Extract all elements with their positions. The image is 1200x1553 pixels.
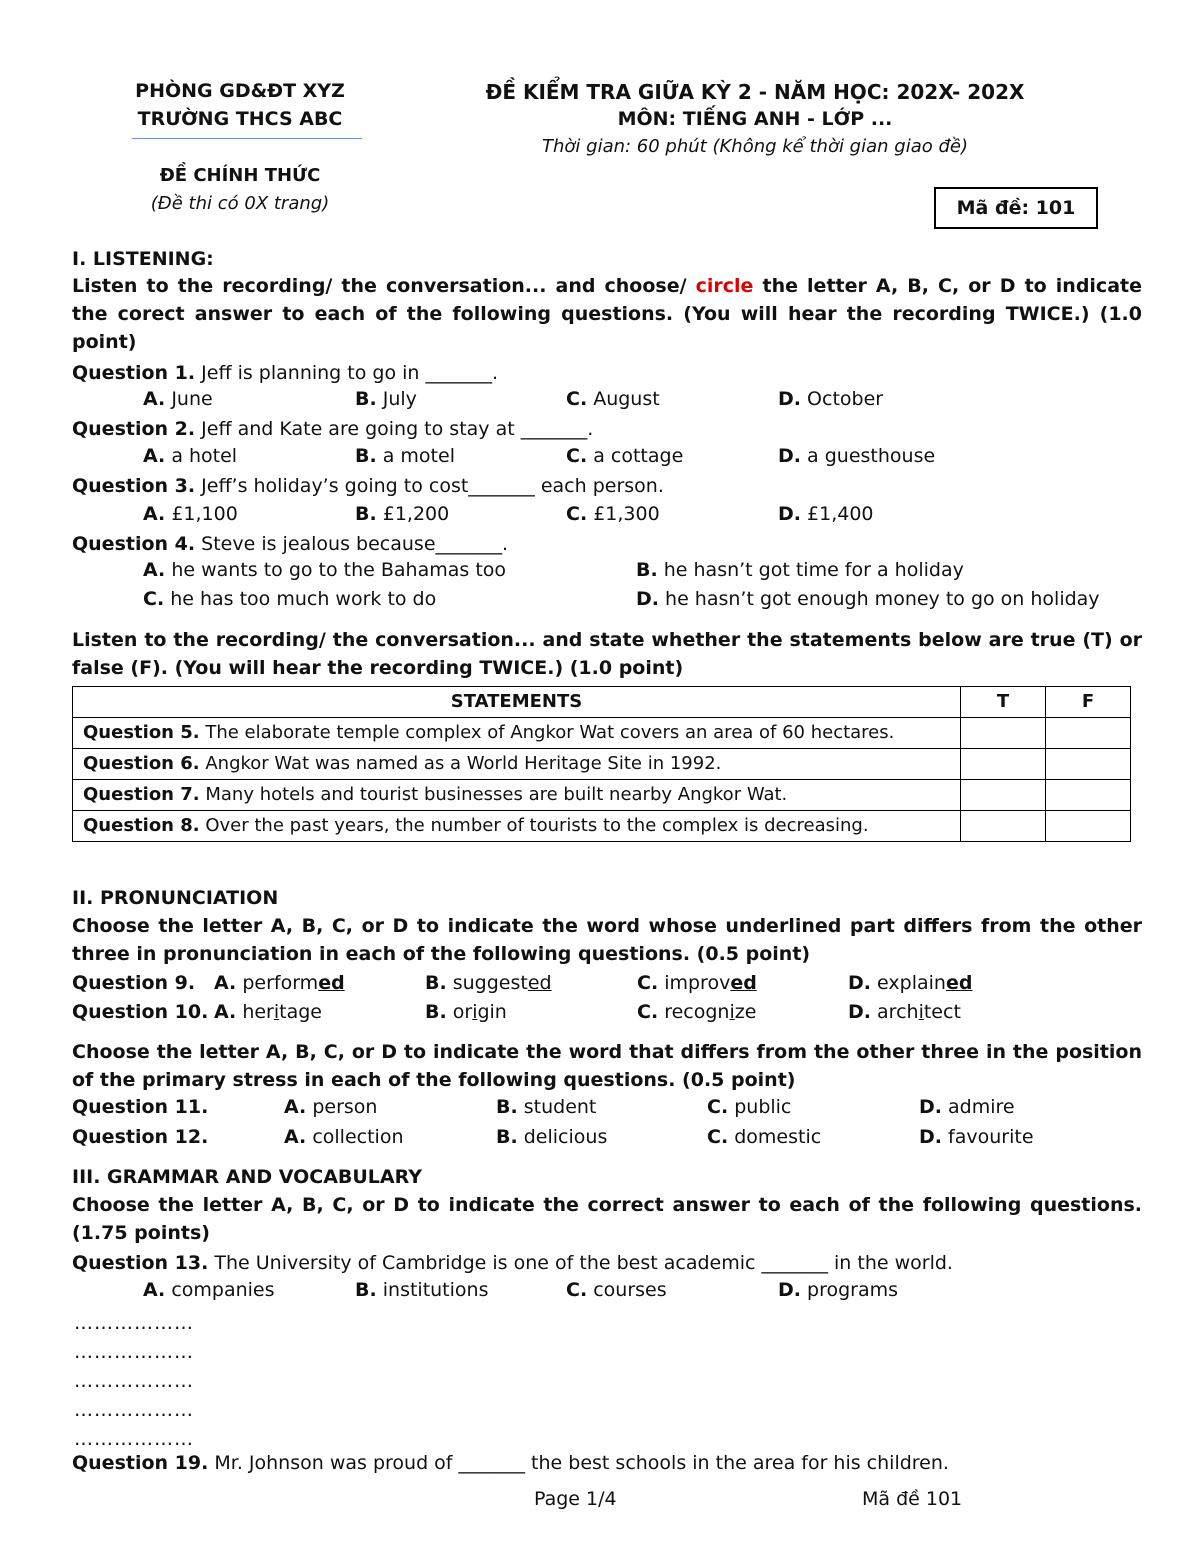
q3-option-c[interactable]: C. £1,300	[566, 503, 660, 525]
q10-option-d[interactable]: D. architect	[848, 1001, 961, 1023]
true-cell[interactable]	[961, 780, 1046, 811]
false-cell[interactable]	[1046, 749, 1131, 780]
q13-option-a[interactable]: A. companies	[143, 1279, 275, 1301]
q9-option-b[interactable]: B. suggested	[425, 972, 552, 994]
q4-option-c[interactable]: C. he has too much work to do	[143, 588, 437, 610]
q12-option-a[interactable]: A. collection	[284, 1126, 404, 1148]
time-line: Thời gian: 60 phút (Không kể thời gian giao đề)	[542, 136, 968, 157]
q9-option-c[interactable]: C. improved	[637, 972, 757, 994]
q12-option-c[interactable]: C. domestic	[707, 1126, 822, 1148]
q13-option-b[interactable]: B. institutions	[355, 1279, 489, 1301]
false-cell[interactable]	[1046, 780, 1131, 811]
q4-option-a[interactable]: A. he wants to go to the Bahamas too	[143, 559, 507, 581]
question-12-label: Question 12.	[72, 1126, 209, 1148]
q4-option-b[interactable]: B. he hasn’t got time for a holiday	[636, 559, 964, 581]
official-label: ĐỀ CHÍNH THỨC	[159, 165, 321, 186]
section-grammar-title: III. GRAMMAR AND VOCABULARY	[72, 1166, 422, 1188]
header-divider	[132, 138, 362, 139]
subject-line: MÔN: TIẾNG ANH - LỚP ...	[617, 108, 893, 130]
q11-option-a[interactable]: A. person	[284, 1096, 378, 1118]
grammar-instruction: Choose the letter A, B, C, or D to indicate the correct answer to each of the following questions. (1.75 points)	[72, 1194, 1142, 1244]
q2-option-b[interactable]: B. a motel	[355, 445, 455, 467]
statement-row: Question 6. Angkor Wat was named as a World Heritage Site in 1992.	[73, 749, 1131, 780]
exam-code-box: Mã đề: 101	[934, 187, 1098, 229]
question-9-label: Question 9.	[72, 972, 196, 994]
question-4: Question 4. Steve is jealous because_______.	[72, 533, 509, 555]
footer-exam-code: Mã đề 101	[862, 1488, 963, 1510]
q13-option-c[interactable]: C. courses	[566, 1279, 667, 1301]
statements-header: STATEMENTS	[73, 687, 961, 718]
true-header: T	[961, 687, 1046, 718]
ellipsis-line: ………………	[74, 1341, 194, 1363]
q2-option-d[interactable]: D. a guesthouse	[778, 445, 936, 467]
q4-option-d[interactable]: D. he hasn’t got enough money to go on holiday	[636, 588, 1100, 610]
section-pronunciation-title: II. PRONUNCIATION	[72, 887, 279, 909]
q3-option-d[interactable]: D. £1,400	[778, 503, 874, 525]
statement-row: Question 5. The elaborate temple complex of Angkor Wat covers an area of 60 hectares.	[73, 718, 1131, 749]
q10-option-c[interactable]: C. recognize	[637, 1001, 757, 1023]
page-number: Page 1/4	[534, 1488, 617, 1510]
pronunciation-instruction: Choose the letter A, B, C, or D to indicate the word whose underlined part differs from the other three in pronunciation in each of the following questions. (0.5 point)	[72, 915, 1142, 965]
true-cell[interactable]	[961, 811, 1046, 842]
q2-option-c[interactable]: C. a cottage	[566, 445, 684, 467]
q11-option-b[interactable]: B. student	[496, 1096, 597, 1118]
dept-name: PHÒNG GD&ĐT XYZ	[135, 80, 345, 102]
q13-option-d[interactable]: D. programs	[778, 1279, 899, 1301]
question-19: Question 19. Mr. Johnson was proud of _______ the best schools in the area for his children.	[72, 1452, 949, 1474]
q11-option-d[interactable]: D. admire	[919, 1096, 1015, 1118]
statement-row: Question 7. Many hotels and tourist businesses are built nearby Angkor Wat.	[73, 780, 1131, 811]
statements-table	[72, 686, 1131, 842]
question-1: Question 1. Jeff is planning to go in _______.	[72, 362, 499, 384]
question-2: Question 2. Jeff and Kate are going to stay at _______.	[72, 418, 594, 440]
question-3: Question 3. Jeff’s holiday’s going to cost_______ each person.	[72, 475, 664, 497]
page-count-note: (Đề thi có 0X trang)	[150, 193, 330, 214]
q1-option-d[interactable]: D. October	[778, 388, 884, 410]
q1-option-c[interactable]: C. August	[566, 388, 660, 410]
ellipsis-line: ………………	[74, 1399, 194, 1421]
q12-option-b[interactable]: B. delicious	[496, 1126, 608, 1148]
stress-instruction: Choose the letter A, B, C, or D to indicate the word that differs from the other three in the position of the primary stress in each of the following questions. (0.5 point)	[72, 1041, 1142, 1091]
question-10-label: Question 10.	[72, 1001, 209, 1023]
statement-row: Question 8. Over the past years, the number of tourists to the complex is decreasing.	[73, 811, 1131, 842]
school-name: TRƯỜNG THCS ABC	[137, 108, 343, 130]
exam-title: ĐỀ KIỂM TRA GIỮA KỲ 2 - NĂM HỌC: 202X- 202X	[485, 80, 1025, 104]
listening-instruction: Listen to the recording/ the conversation... and choose/ circle the letter A, B, C, or D to indicate the corect answer to each of the following questions. (You will hear the recording TWICE.) (1.0 point)	[72, 275, 1142, 353]
q9-option-d[interactable]: D. explained	[848, 972, 973, 994]
false-cell[interactable]	[1046, 811, 1131, 842]
q11-option-c[interactable]: C. public	[707, 1096, 792, 1118]
ellipsis-line: ………………	[74, 1370, 194, 1392]
false-cell[interactable]	[1046, 718, 1131, 749]
ellipsis-line: ………………	[74, 1428, 194, 1450]
q2-option-a[interactable]: A. a hotel	[143, 445, 238, 467]
circle-word: circle	[695, 275, 754, 297]
q1-option-b[interactable]: B. July	[355, 388, 417, 410]
q10-option-a[interactable]: A. heritage	[214, 1001, 322, 1023]
q9-option-a[interactable]: A. performed	[214, 972, 345, 994]
true-cell[interactable]	[961, 718, 1046, 749]
q3-option-b[interactable]: B. £1,200	[355, 503, 450, 525]
q12-option-d[interactable]: D. favourite	[919, 1126, 1034, 1148]
q1-option-a[interactable]: A. June	[143, 388, 213, 410]
true-cell[interactable]	[961, 749, 1046, 780]
section-listening-title: I. LISTENING:	[72, 248, 214, 270]
question-11-label: Question 11.	[72, 1096, 209, 1118]
q10-option-b[interactable]: B. origin	[425, 1001, 507, 1023]
false-header: F	[1046, 687, 1131, 718]
true-false-instruction: Listen to the recording/ the conversation... and state whether the statements below are true (T) or false (F). (You will hear the recording TWICE.) (1.0 point)	[72, 629, 1142, 679]
question-13: Question 13. The University of Cambridge is one of the best academic _______ in the world.	[72, 1252, 953, 1274]
ellipsis-line: ………………	[74, 1312, 194, 1334]
q3-option-a[interactable]: A. £1,100	[143, 503, 238, 525]
